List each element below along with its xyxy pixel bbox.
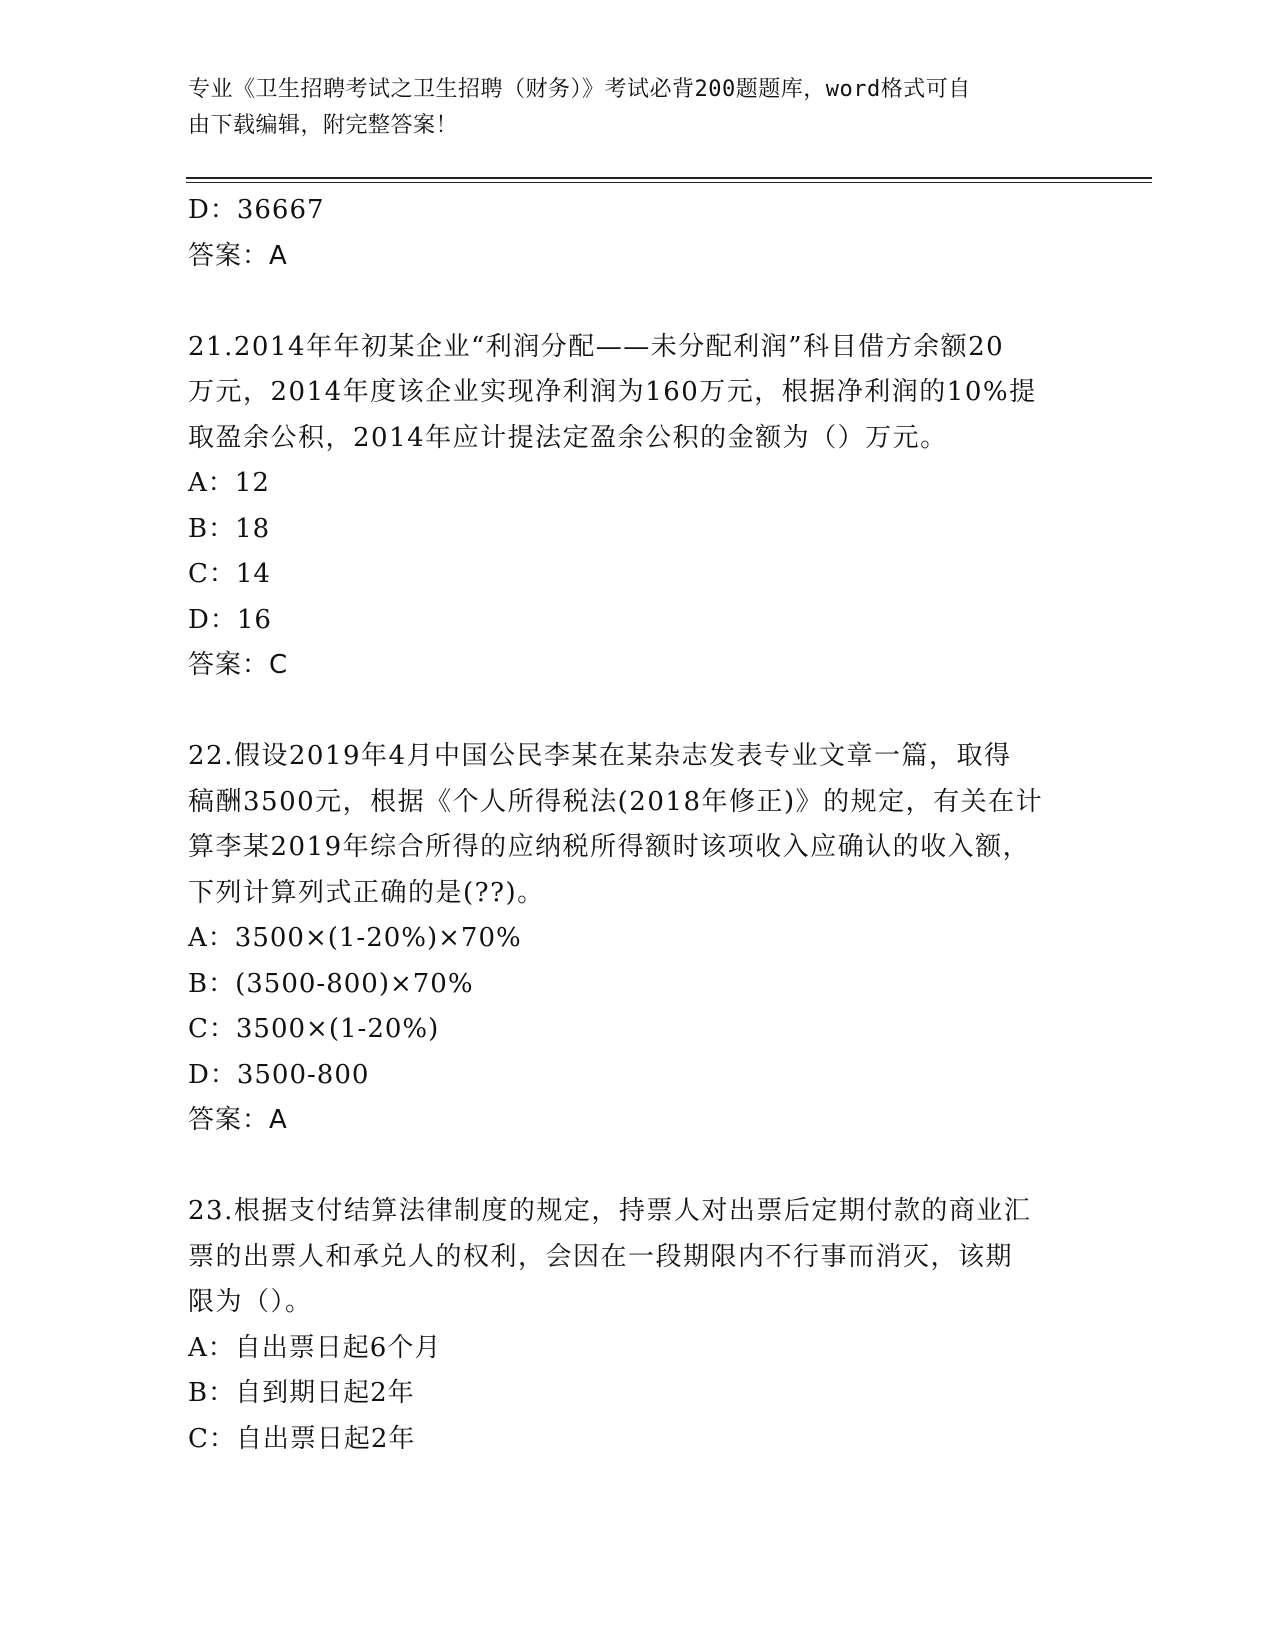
header-line-2: 由下载编辑，附完整答案！	[188, 113, 459, 138]
option-c: C：3500×(1-20%)	[188, 1014, 440, 1044]
question-stem	[188, 1189, 1088, 1326]
option-c: C：自出票日起2年	[188, 1423, 416, 1454]
stem-line: 取盈余公积，2014年应计提法定盈余公积的金额为（）万元。	[188, 422, 948, 453]
answer: 答案：C	[188, 650, 289, 680]
question-stem	[188, 325, 1088, 462]
stem-line: 23.根据支付结算法律制度的规定，持票人对出票后定期付款的商业汇	[188, 1196, 1032, 1226]
option-b: B：18	[188, 513, 271, 544]
answer: 答案：A	[188, 1105, 288, 1135]
stem-line: 下列计算列式正确的是(??)。	[188, 877, 545, 908]
option-a: A：12	[188, 468, 270, 498]
question-stem	[188, 734, 1088, 916]
stem-line: 算李某2019年综合所得的应纳税所得额时该项收入应确认的收入额，	[188, 832, 1031, 862]
stem-line: 21.2014年年初某企业“利润分配——未分配利润”科目借方余额20	[188, 331, 1005, 362]
stem-line: 万元，2014年度该企业实现净利润为160万元，根据净利润的10%提	[188, 377, 1037, 407]
header-line-1: 专业《卫生招聘考试之卫生招聘（财务）》考试必背200题题库，word格式可自	[188, 77, 971, 102]
stem-line: 稿酬3500元，根据《个人所得税法(2018年修正)》的规定，有关在计	[188, 786, 1044, 817]
spacer	[188, 1144, 1088, 1190]
option-d: D：3500-800	[188, 1059, 370, 1090]
option-b: B：(3500-800)×70%	[188, 968, 474, 999]
answer: 答案：A	[188, 240, 288, 271]
option-d: D：16	[188, 604, 272, 635]
page-header	[188, 72, 1068, 144]
option-b: B：自到期日起2年	[188, 1378, 415, 1408]
question-22	[188, 734, 1088, 1144]
option-d: D：36667	[188, 195, 325, 225]
option-a: A：自出票日起6个月	[188, 1332, 442, 1363]
option-a: A：3500×(1-20%)×70%	[188, 923, 522, 953]
question-23	[188, 1189, 1088, 1462]
stem-line: 限为（）。	[188, 1287, 313, 1317]
stem-line: 22.假设2019年4月中国公民李某在某杂志发表专业文章一篇，取得	[188, 741, 1012, 771]
stem-line: 票的出票人和承兑人的权利，会因在一段期限内不行事而消灭，该期	[188, 1241, 1014, 1272]
header-divider-thin	[186, 182, 1152, 183]
spacer	[188, 279, 1088, 325]
document-body	[188, 188, 1088, 1462]
question-21	[188, 325, 1088, 689]
spacer	[188, 689, 1088, 735]
previous-question-tail	[188, 188, 1088, 279]
header-divider-thick	[186, 177, 1152, 179]
option-c: C：14	[188, 559, 271, 589]
